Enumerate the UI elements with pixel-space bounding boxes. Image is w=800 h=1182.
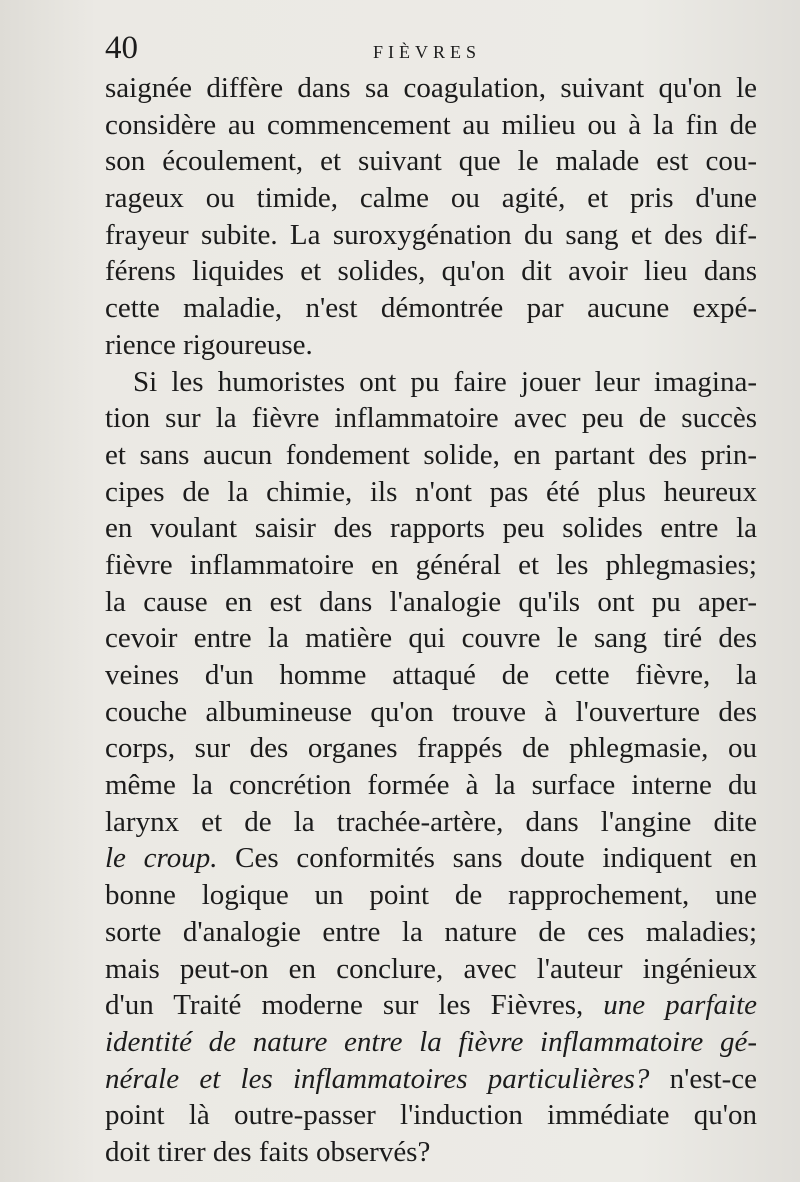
line-text: considère au commencement au milieu ou à la fin de (105, 108, 757, 141)
text-line (105, 180, 757, 217)
line-text: férens liquides et solides, qu'on dit avoir lieu dans (105, 255, 757, 288)
text-line (105, 987, 757, 1024)
text-line (105, 143, 757, 180)
text-line (105, 327, 757, 364)
italic-text: le croup. (105, 842, 218, 875)
text-line (105, 694, 757, 731)
text-line (105, 253, 757, 290)
line-text: cette maladie, n'est démontrée par aucune expé- (105, 292, 757, 325)
text-line (105, 840, 757, 877)
text-line (105, 584, 757, 621)
line-text: corps, sur des organes frappés de phlegmasie, ou (105, 732, 757, 765)
line-text: tion sur la fièvre inflammatoire avec peu de succès (105, 402, 757, 435)
text-line (105, 804, 757, 841)
text-line (105, 437, 757, 474)
text-line (105, 547, 757, 584)
line-text: sorte d'analogie entre la nature de ces maladies; (105, 915, 757, 948)
italic-text: identité de nature entre la fièvre inflammatoire gé- (105, 1025, 757, 1058)
line-text: cevoir entre la matière qui couvre le sang tiré des (105, 622, 757, 655)
italic-text: nérale et les inflammatoires particulières? (105, 1062, 650, 1095)
line-text: la cause en est dans l'analogie qu'ils ont pu aper- (105, 585, 757, 618)
line-text: son écoulement, et suivant que le malade est cou- (105, 145, 757, 178)
text-line (105, 914, 757, 951)
line-text: mais peut-on en conclure, avec l'auteur ingénieux (105, 952, 757, 985)
page-header (105, 30, 765, 70)
page-number: 40 (105, 30, 138, 66)
text-line (105, 1097, 757, 1134)
text-line (105, 474, 757, 511)
line-text: bonne logique un point de rapprochement, une (105, 879, 757, 912)
line-text: rience rigoureuse. (105, 328, 313, 361)
text-line (105, 620, 757, 657)
text-line (105, 1024, 757, 1061)
line-text: saignée diffère dans sa coagulation, suivant qu'on le (105, 72, 757, 104)
italic-text: une parfaite (603, 989, 758, 1022)
line-text: même la concrétion formée à la surface interne du (105, 769, 757, 802)
line-text: Ces conformités sans doute indiquent en (217, 842, 757, 875)
text-line (105, 951, 757, 988)
line-text: n'est-ce (649, 1062, 757, 1095)
body-text (105, 70, 757, 1171)
line-text: couche albumineuse qu'on trouve à l'ouverture des (105, 695, 757, 728)
line-text: veines d'un homme attaqué de cette fièvre, la (105, 659, 757, 691)
text-line (105, 364, 757, 401)
text-line (105, 107, 757, 144)
line-text: larynx et de la trachée-artère, dans l'angine dite (105, 805, 757, 838)
line-text: Si les humoristes ont pu faire jouer leur imagina- (133, 365, 757, 398)
text-line (105, 400, 757, 437)
text-line (105, 877, 757, 914)
line-text: et sans aucun fondement solide, en partant des prin- (105, 438, 757, 471)
text-line (105, 1061, 757, 1098)
line-text: d'un Traité moderne sur les Fièvres, (105, 989, 604, 1022)
text-line (105, 217, 757, 254)
text-line (105, 510, 757, 547)
text-line (105, 767, 757, 804)
line-text: en voulant saisir des rapports peu solides entre la (105, 512, 757, 545)
text-line (105, 290, 757, 327)
text-line (105, 657, 757, 694)
line-text: point là outre-passer l'induction immédiate qu'on (105, 1099, 757, 1132)
text-line (105, 1134, 757, 1171)
line-text: fièvre inflammatoire en général et les phlegmasies; (105, 548, 757, 581)
line-text: rageux ou timide, calme ou agité, et pris d'une (105, 182, 757, 215)
line-text: doit tirer des faits observés? (105, 1135, 431, 1168)
text-line (105, 70, 757, 107)
line-text: cipes de la chimie, ils n'ont pas été plus heureux (105, 475, 757, 508)
text-line (105, 730, 757, 767)
running-title: FIÈVRES (373, 42, 482, 62)
line-text: frayeur subite. La suroxygénation du sang et des dif- (105, 218, 757, 251)
